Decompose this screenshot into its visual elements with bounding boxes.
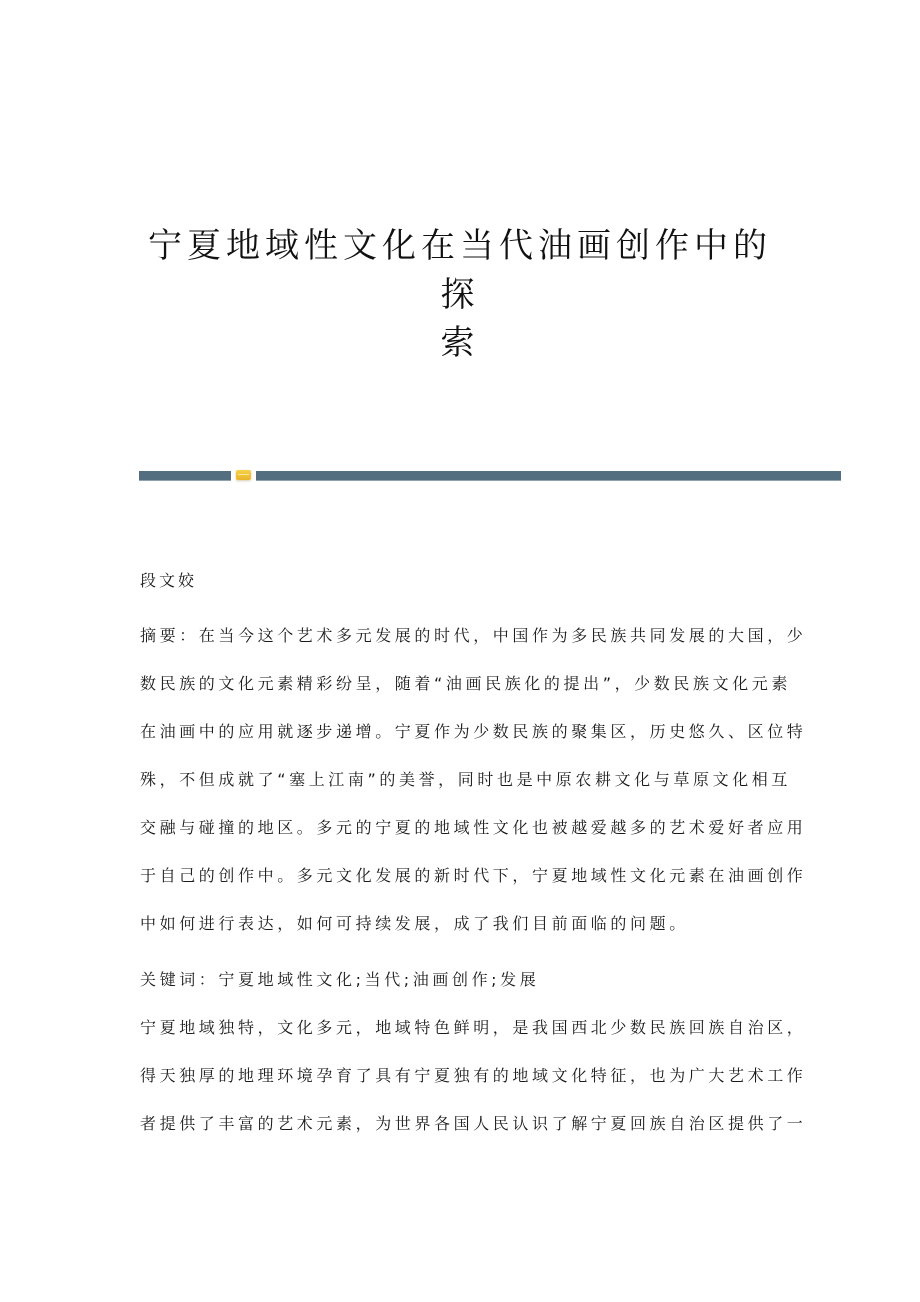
abstract-line: 在油画中的应用就逐步递增。宁夏作为少数民族的聚集区，历史悠久、区位特 [140, 722, 807, 741]
divider-bar-right [256, 471, 841, 480]
abstract-line: 中如何进行表达，如何可持续发展，成了我们目前面临的问题。 [140, 914, 689, 933]
divider-bar-left [139, 471, 231, 480]
keywords-line [140, 956, 780, 1004]
divider-ornament-icon [236, 470, 251, 480]
abstract-line: 殊，不但成就了“塞上江南”的美誉，同时也是中原农耕文化与草原文化相互 [140, 770, 791, 789]
title-divider [139, 471, 841, 480]
abstract-paragraph [140, 612, 807, 948]
intro-line: 得天独厚的地理环境孕育了具有宁夏独有的地域文化特征，也为广大艺术工作 [140, 1066, 807, 1085]
abstract-line: 数民族的文化元素精彩纷呈，随着“油画民族化的提出”，少数民族文化元素 [140, 674, 791, 693]
document-title-line-2: 索 [440, 323, 480, 363]
document-title-line-1: 宁夏地域性文化在当代油画创作中的探 [148, 226, 772, 315]
abstract-line: 于自己的创作中。多元文化发展的新时代下，宁夏地域性文化元素在油画创作 [140, 866, 807, 885]
intro-line: 者提供了丰富的艺术元素，为世界各国人民认识了解宁夏回族自治区提供了一 [140, 1114, 807, 1133]
author-name: 段文姣 [140, 571, 198, 590]
abstract-line: 摘要：在当今这个艺术多元发展的时代，中国作为多民族共同发展的大国，少 [140, 626, 807, 645]
abstract-line: 交融与碰撞的地区。多元的宁夏的地域性文化也被越爱越多的艺术爱好者应用 [140, 818, 807, 837]
intro-paragraph [140, 1004, 807, 1148]
intro-line: 宁夏地域独特，文化多元，地域特色鲜明，是我国西北少数民族回族自治区， [140, 1018, 807, 1037]
keywords-text: 关键词：宁夏地域性文化;当代;油画创作;发展 [140, 970, 540, 989]
